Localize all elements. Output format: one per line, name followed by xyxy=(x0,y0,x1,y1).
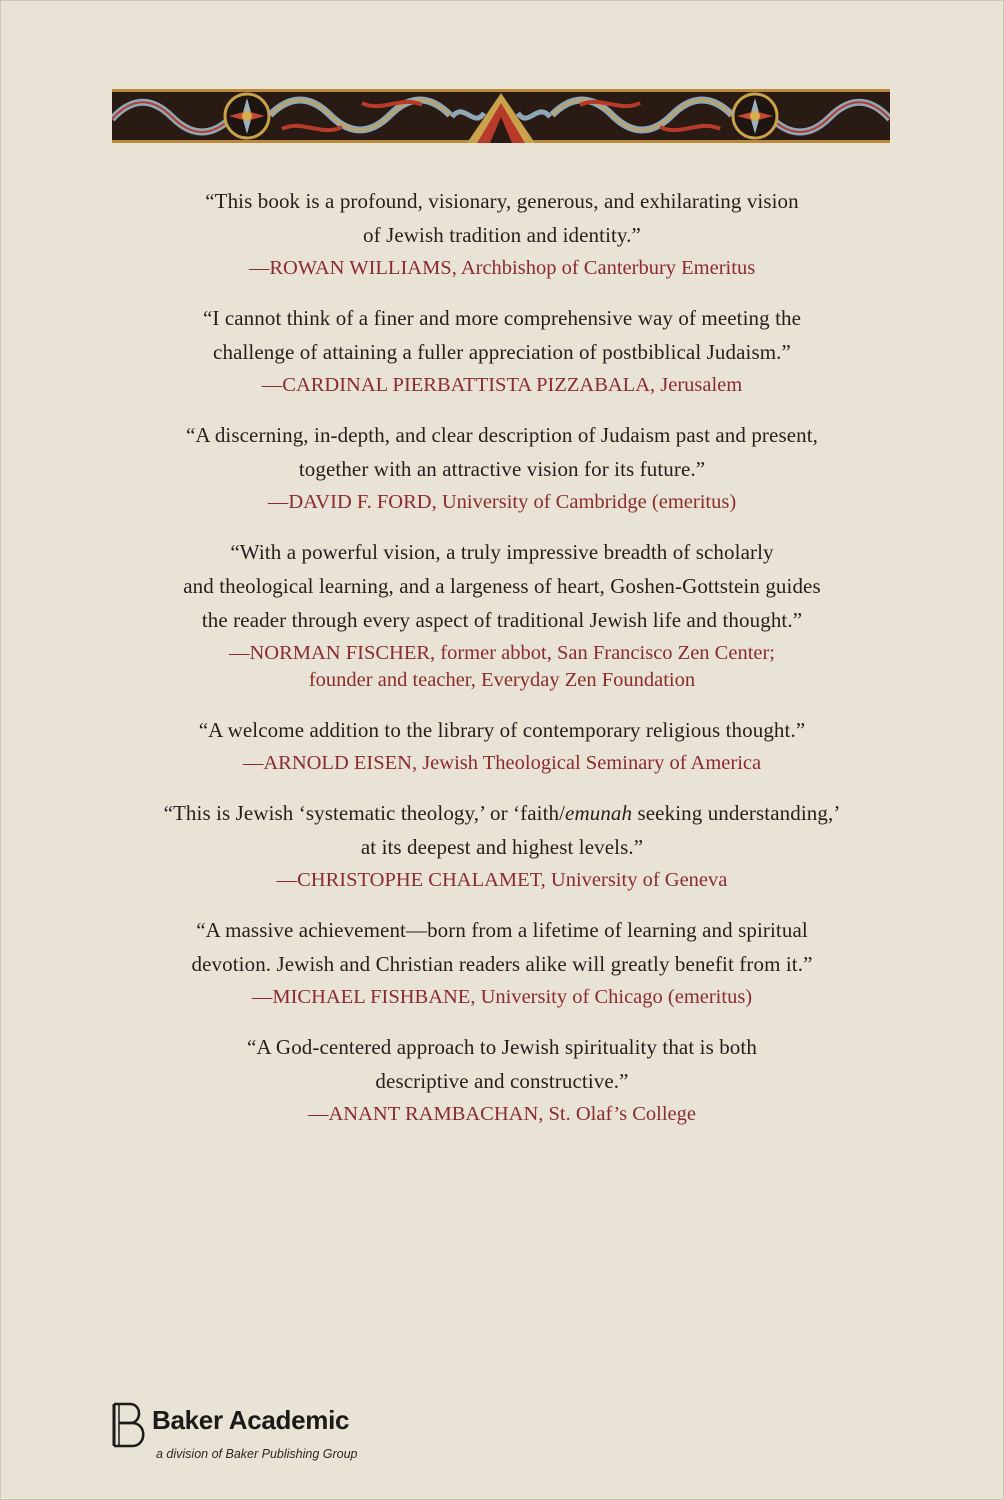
blurb xyxy=(60,535,944,694)
blurb-attribution: —ARNOLD EISEN, Jewish Theological Seminary of America xyxy=(242,752,762,774)
blurb-attribution: —CHRISTOPHE CHALAMET, University of Geneva xyxy=(276,869,728,891)
blurb xyxy=(60,184,944,282)
publisher-name: Baker Academic xyxy=(152,1405,350,1435)
publisher-logo xyxy=(110,1401,410,1471)
blurb-quote: “A discerning, in-depth, and clear description of Judaism past and present, together with an attractive vision for its future.” xyxy=(185,423,819,481)
blurb xyxy=(60,1030,944,1128)
blurb-attribution: —NORMAN FISCHER, former abbot, San Francisco Zen Center; founder and teacher, Everyday Zen Foundation xyxy=(228,642,776,691)
blurb-attribution: —ANANT RAMBACHAN, St. Olaf’s College xyxy=(308,1103,696,1125)
blurb xyxy=(60,913,944,1011)
publisher-subtitle: a division of Baker Publishing Group xyxy=(156,1447,358,1461)
blurb-quote: “A massive achievement—born from a lifetime of learning and spiritual devotion. Jewish and Christian readers alike will greatly benefit from it.” xyxy=(191,918,813,976)
blurb xyxy=(60,301,944,399)
blurb xyxy=(60,796,944,894)
blurb-attribution: —CARDINAL PIERBATTISTA PIZZABALA, Jerusalem xyxy=(261,374,743,396)
blurb-quote: “A God-centered approach to Jewish spirituality that is both descriptive and constructive.” xyxy=(247,1035,757,1093)
blurb-attribution: —MICHAEL FISHBANE, University of Chicago (emeritus) xyxy=(251,986,753,1008)
blurb-quote: “This book is a profound, visionary, generous, and exhilarating vision of Jewish tradition and identity.” xyxy=(205,189,799,247)
italic-term: emunah xyxy=(565,801,633,825)
blurb xyxy=(60,418,944,516)
baker-b-logo-icon xyxy=(110,1401,150,1449)
blurb-quote: “I cannot think of a finer and more comprehensive way of meeting the challenge of attaining a fuller appreciation of postbiblical Judaism.” xyxy=(202,306,802,364)
blurb-quote: “This is Jewish ‘systematic theology,’ or ‘faith/emunah seeking understanding,’ at its deepest and highest levels.” xyxy=(163,801,841,859)
blurb-quote: “A welcome addition to the library of contemporary religious thought.” xyxy=(198,718,806,742)
blurb-attribution: —DAVID F. FORD, University of Cambridge (emeritus) xyxy=(267,491,737,513)
blurb-attribution: —ROWAN WILLIAMS, Archbishop of Canterbury Emeritus xyxy=(248,257,756,279)
endorsements xyxy=(60,184,944,1128)
blurb xyxy=(60,713,944,777)
ornament-band-icon xyxy=(112,89,890,143)
blurb-quote: “With a powerful vision, a truly impressive breadth of scholarly and theological learning, and a largeness of heart, Goshen-Gottstein guides the reader through every aspect of traditional Jewish life and thought.” xyxy=(183,540,821,632)
